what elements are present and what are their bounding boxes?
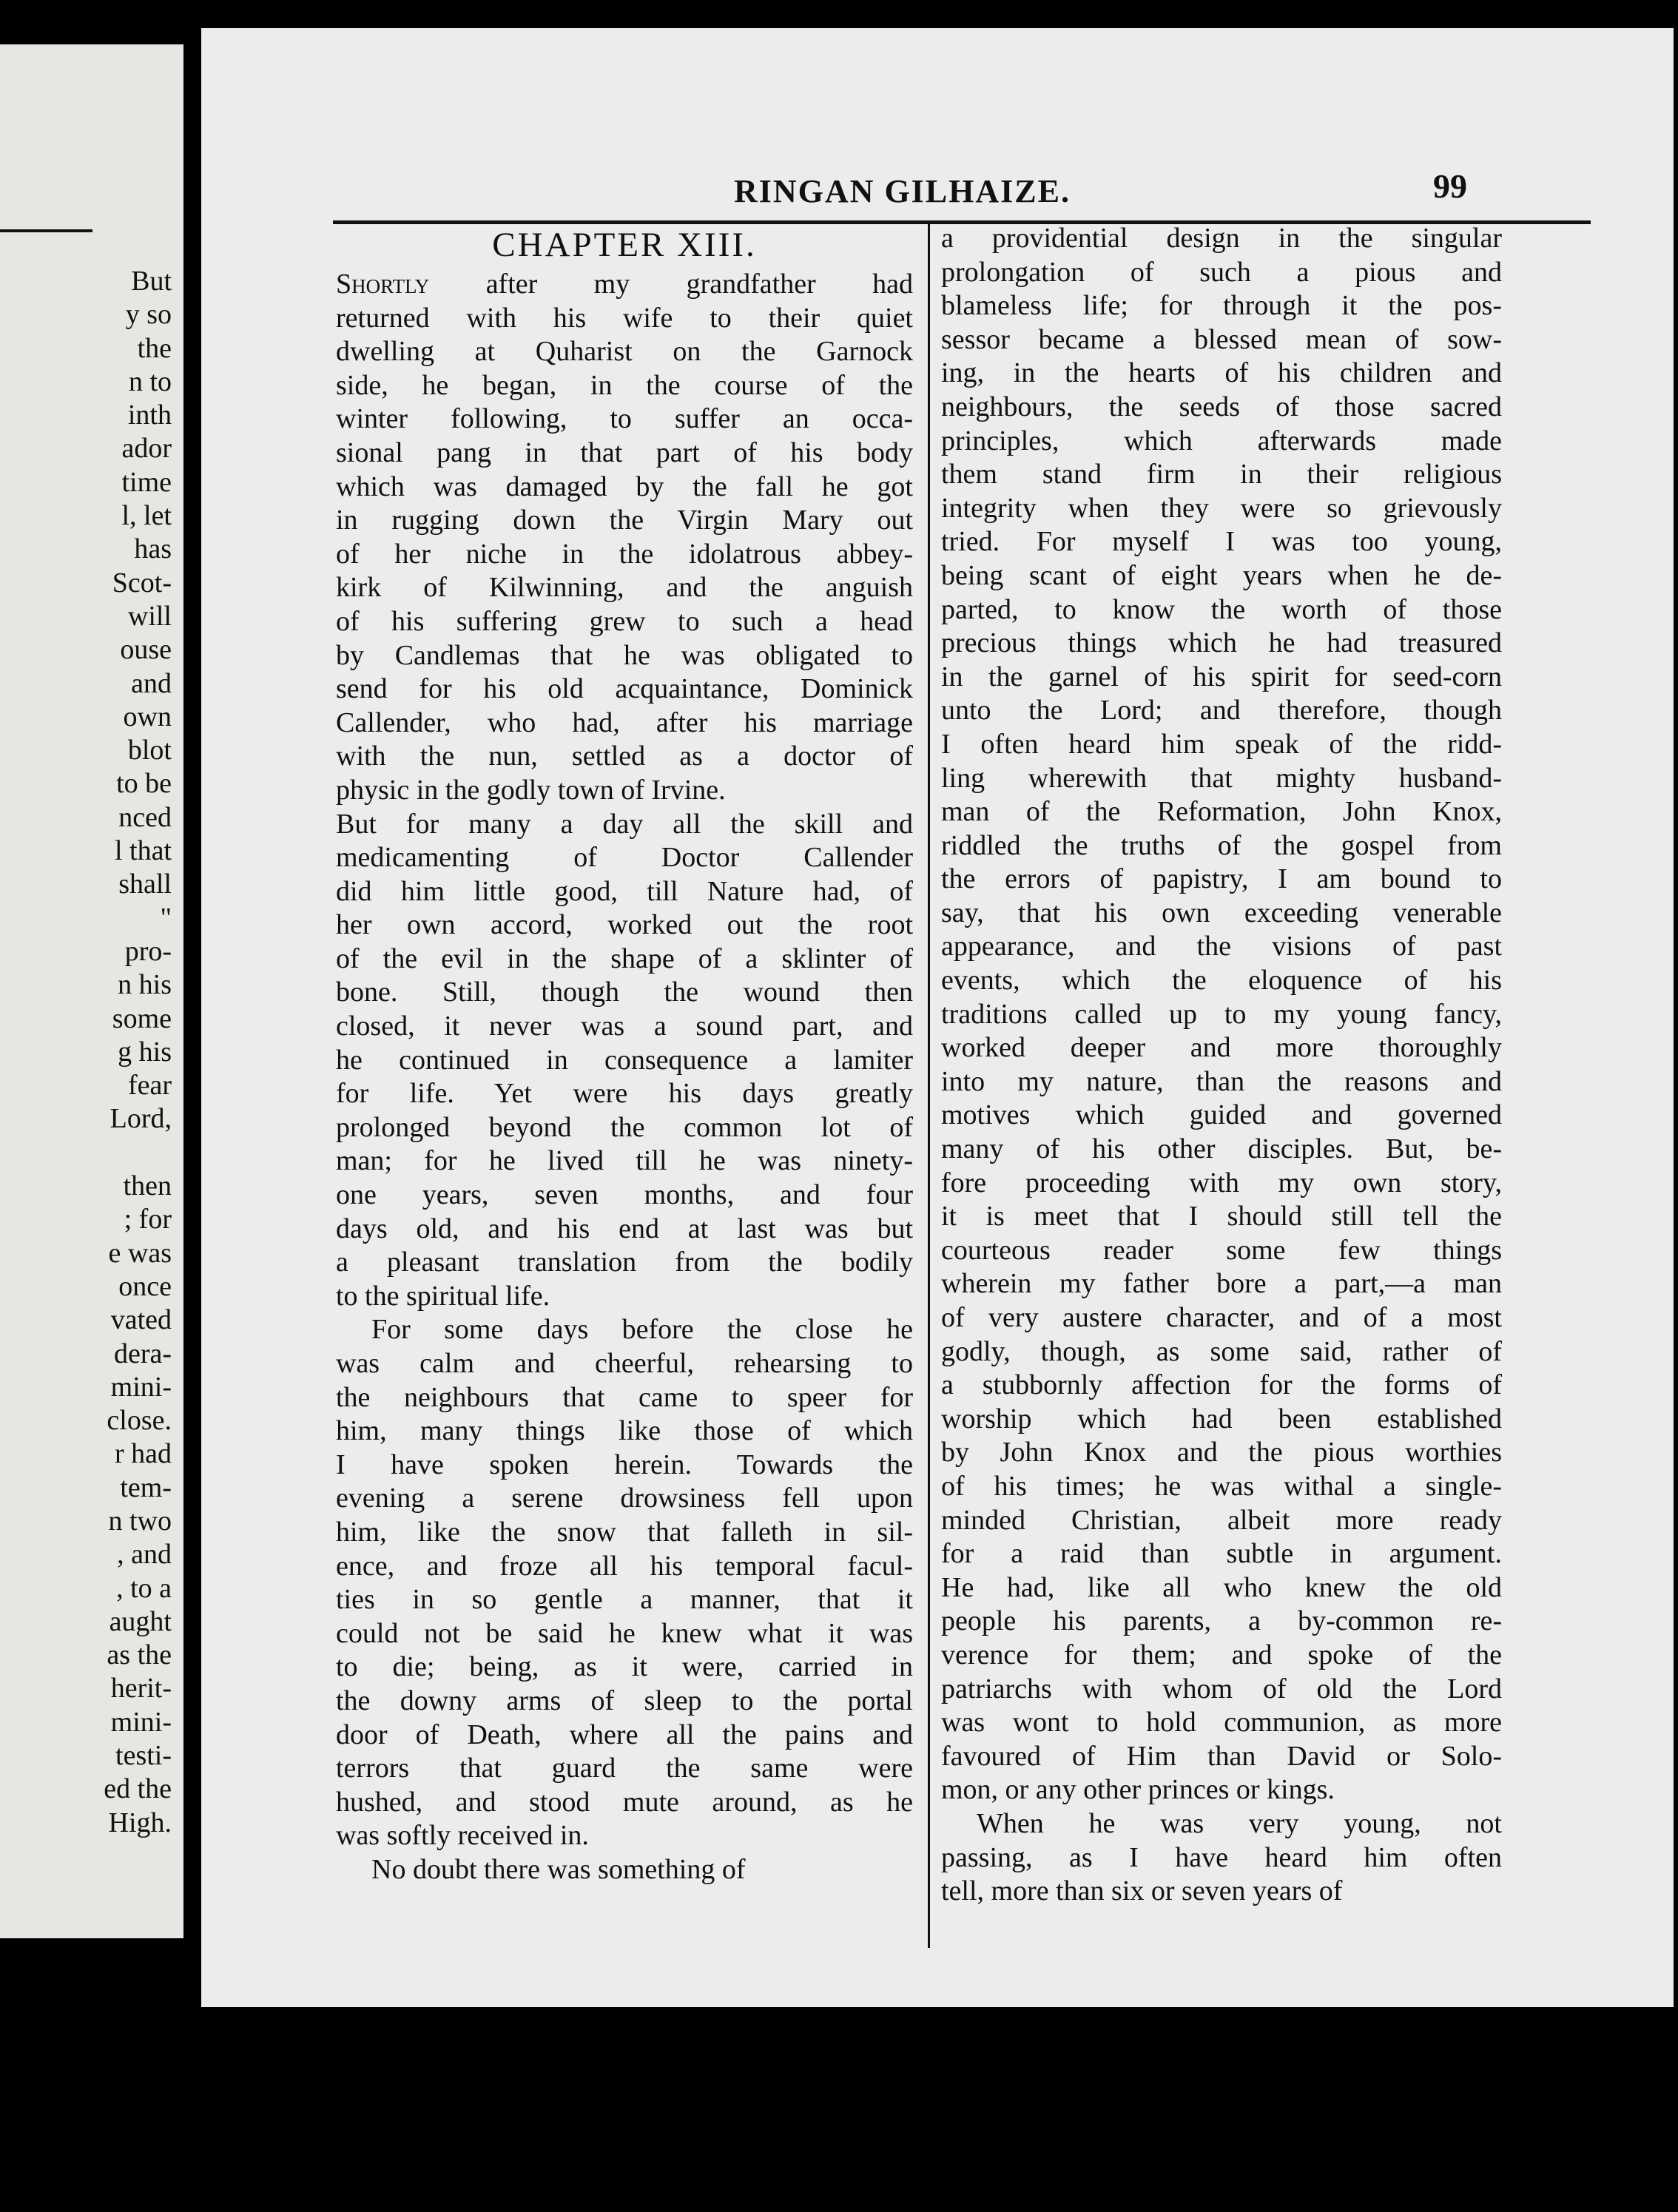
text-line: When he was very young, not [977, 1807, 1502, 1839]
text-line: medicamenting of Doctor Callender [336, 842, 913, 874]
text-line: in the garnel of his spirit for seed-corn [941, 661, 1502, 692]
previous-page-line: l, let [121, 500, 172, 532]
text-line: bone. Still, though the wound then [336, 977, 913, 1008]
text-line: to die; being, as it were, carried in [336, 1651, 913, 1683]
previous-page-line: ouse [120, 634, 172, 666]
chapter-first-word: Shortly [336, 269, 430, 300]
previous-page-line: , and [117, 1539, 172, 1571]
text-line: he continued in consequence a lamiter [336, 1044, 913, 1076]
previous-page-line: inth [127, 399, 172, 431]
text-line: being scant of eight years when he de- [941, 559, 1502, 591]
text-line: ing, in the hearts of his children and [941, 357, 1502, 389]
text-line: principles, which afterwards made [941, 425, 1502, 456]
previous-page-line: to be [116, 768, 172, 800]
text-line: of her niche in the idolatrous abbey- [336, 538, 913, 570]
text-line: of his suffering grew to such a head [336, 605, 913, 637]
previous-page-line: pro- [124, 935, 172, 967]
text-line: For some days before the close he [371, 1314, 913, 1346]
text-line: precious things which he had treasured [941, 627, 1502, 659]
previous-page-line: dera- [113, 1338, 172, 1369]
running-head [201, 167, 1674, 217]
text-line: them stand firm in their religious [941, 459, 1502, 490]
text-line: winter following, to suffer an occa- [336, 403, 913, 435]
text-line: mon, or any other princes or kings. [941, 1774, 1335, 1806]
text-line: ling wherewith that mighty husband- [941, 762, 1502, 794]
text-line: with the nun, settled as a doctor of [336, 741, 913, 772]
text-line: I often heard him speak of the ridd- [941, 728, 1502, 760]
text-line: But for many a day all the skill and [336, 808, 913, 840]
text-line: ence, and froze all his temporal facul- [336, 1550, 913, 1582]
text-line: by Candlemas that he was obligated to [336, 639, 913, 671]
text-line: tried. For myself I was too young, [941, 526, 1502, 558]
previous-page-line: blot [127, 735, 172, 766]
text-line: one years, seven months, and four [336, 1179, 913, 1211]
previous-page-line: testi- [115, 1740, 172, 1772]
text-line: for life. Yet were his days greatly [336, 1078, 913, 1110]
text-line: was calm and cheerful, rehearsing to [336, 1348, 913, 1379]
text-line: motives which guided and governed [941, 1099, 1502, 1131]
text-line: godly, though, as some said, rather of [941, 1335, 1502, 1367]
previous-page-text [104, 265, 172, 1840]
previous-page-edge [0, 44, 183, 1938]
text-line: of very austere character, and of a most [941, 1302, 1502, 1333]
text-line: which was damaged by the fall he got [336, 471, 913, 502]
text-line: blameless life; for through it the pos- [941, 290, 1502, 322]
previous-page-line: aught [109, 1605, 172, 1637]
previous-page-line: Lord, [109, 1103, 172, 1135]
text-line: tell, more than six or seven years of [941, 1875, 1343, 1907]
previous-page-line: shall [118, 869, 172, 900]
column-divider [928, 224, 930, 1948]
text-line: ties in so gentle a manner, that it [336, 1584, 913, 1616]
text-line: hushed, and stood mute around, as he [336, 1786, 913, 1818]
text-line: man; for he lived till he was ninety- [336, 1145, 913, 1177]
text-line: evening a serene drowsiness fell upon [336, 1483, 913, 1514]
text-line: prolongation of such a pious and [941, 256, 1502, 288]
previous-page-line: r had [114, 1438, 172, 1470]
text-line: the downy arms of sleep to the portal [336, 1685, 913, 1716]
previous-page-line: mini- [110, 1371, 172, 1403]
text-line: him, many things like those of which [336, 1415, 913, 1447]
previous-page-line: as the [107, 1639, 172, 1671]
previous-page-line: e was [108, 1237, 172, 1269]
text-line: traditions called up to my young fancy, [941, 998, 1502, 1030]
text-line: neighbours, the seeds of those sacred [941, 391, 1502, 422]
previous-page-line: High. [108, 1807, 172, 1838]
previous-page-line: vated [110, 1304, 172, 1336]
text-line: a pleasant translation from the bodily [336, 1247, 913, 1278]
text-line: the neighbours that came to speer for [336, 1381, 913, 1413]
text-line: terrors that guard the same were [336, 1753, 913, 1784]
previous-page-line: " [160, 902, 172, 934]
previous-page-line: herit- [110, 1673, 172, 1704]
text-line: of his times; he was withal a single- [941, 1470, 1502, 1502]
text-line: side, he began, in the course of the [336, 369, 913, 401]
text-line: sessor became a blessed mean of sow- [941, 323, 1502, 355]
text-line: door of Death, where all the pains and [336, 1719, 913, 1750]
text-line: was softly received in. [336, 1820, 589, 1852]
text-line: appearance, and the visions of past [941, 931, 1502, 962]
text-line: integrity when they were so grievously [941, 492, 1502, 524]
previous-page-line: n to [128, 365, 172, 397]
book-page [201, 28, 1674, 2007]
text-line: He had, like all who knew the old [941, 1571, 1502, 1603]
text-line: Callender, who had, after his marriage [336, 707, 913, 738]
previous-page-line: But [131, 266, 172, 297]
text-line: fore proceeding with my own story, [941, 1167, 1502, 1198]
text-line: events, which the eloquence of his [941, 965, 1502, 997]
previous-page-line: fear [127, 1070, 172, 1102]
text-column-left [336, 222, 913, 1887]
text-line: favoured of Him than David or Solo- [941, 1740, 1502, 1772]
text-column-right [941, 222, 1502, 1909]
text-line: many of his other disciples. But, be- [941, 1133, 1502, 1165]
text-line [336, 268, 913, 302]
previous-page-line: once [118, 1270, 172, 1302]
text-line: returned with his wife to their quiet [336, 302, 913, 334]
text-line: him, like the snow that falleth in sil- [336, 1516, 913, 1548]
previous-page-line: , to a [116, 1572, 172, 1604]
text-line: closed, it never was a sound part, and [336, 1011, 913, 1042]
text-line: patriarchs with whom of old the Lord [941, 1673, 1502, 1704]
previous-page-line: will [127, 600, 172, 632]
text-line: No doubt there was something of [371, 1853, 746, 1885]
previous-page-line: g his [118, 1036, 172, 1068]
text-line: I have spoken herein. Towards the [336, 1449, 913, 1480]
text-line: a stubbornly affection for the forms of [941, 1369, 1502, 1401]
text-line: riddled the truths of the gospel from [941, 829, 1502, 861]
previous-page-line: then [123, 1170, 172, 1202]
scan-background [201, 2007, 1674, 2212]
previous-page-line: y so [125, 299, 172, 331]
text-line: prolonged beyond the common lot of [336, 1111, 913, 1143]
text-line: wherein my father bore a part,—a man [941, 1268, 1502, 1300]
text-line: parted, to know the worth of those [941, 593, 1502, 625]
text-line: send for his old acquaintance, Dominick [336, 673, 913, 705]
text-line: dwelling at Quharist on the Garnock [336, 336, 913, 368]
text-line: it is meet that I should still tell the [941, 1201, 1502, 1233]
text-line: could not be said he knew what it was [336, 1617, 913, 1649]
previous-page-line: Scot- [112, 567, 172, 598]
previous-page-line: nced [118, 801, 172, 833]
text-line: minded Christian, albeit more ready [941, 1504, 1502, 1536]
previous-page-line: ed the [104, 1773, 172, 1805]
text-line: days old, and his end at last was but [336, 1213, 913, 1244]
text-line: worked deeper and more thoroughly [941, 1032, 1502, 1064]
previous-page-rule [0, 229, 92, 232]
text-line: passing, as I have heard him often [941, 1841, 1502, 1873]
previous-page-line: tem- [120, 1471, 172, 1503]
page-number: 99 [1433, 167, 1467, 205]
text-line: physic in the godly town of Irvine. [336, 774, 726, 806]
previous-page-line: and [131, 667, 172, 699]
text-line: sional pang in that part of his body [336, 436, 913, 468]
text-line: the errors of papistry, I am bound to [941, 863, 1502, 895]
previous-page-line [104, 1136, 172, 1170]
previous-page-line: close. [107, 1405, 172, 1437]
text-line: say, that his own exceeding venerable [941, 897, 1502, 928]
previous-page-line: has [134, 533, 172, 565]
text-line: man of the Reformation, John Knox, [941, 796, 1502, 828]
previous-page-line: time [121, 466, 172, 498]
text-line: into my nature, than the reasons and [941, 1065, 1502, 1097]
text-line: by John Knox and the pious worthies [941, 1437, 1502, 1469]
text-line: worship which had been established [941, 1403, 1502, 1434]
text-line: for a raid than subtle in argument. [941, 1538, 1502, 1570]
previous-page-line: n his [118, 969, 172, 1001]
previous-page-line: the [137, 332, 172, 364]
text-line: people his parents, a by-common re- [941, 1605, 1502, 1637]
text-line: to the spiritual life. [336, 1280, 550, 1312]
text-line: her own accord, worked out the root [336, 909, 913, 941]
previous-page-line: mini- [110, 1706, 172, 1738]
text-line: a providential design in the singular [941, 223, 1502, 254]
previous-page-line: n two [108, 1505, 172, 1537]
text-line: courteous reader some few things [941, 1234, 1502, 1266]
text-line: in rugging down the Virgin Mary out [336, 505, 913, 536]
text-line-rest: after my grandfather had [429, 269, 913, 300]
text-line: kirk of Kilwinning, and the anguish [336, 572, 913, 604]
text-line: did him little good, till Nature had, of [336, 875, 913, 907]
chapter-title: CHAPTER XIII. [492, 226, 757, 264]
previous-page-line: own [123, 701, 172, 732]
running-title: RINGAN GILHAIZE. [734, 173, 1071, 209]
text-line: unto the Lord; and therefore, though [941, 695, 1502, 726]
previous-page-line: some [112, 1002, 172, 1034]
text-line: of the evil in the shape of a sklinter of [336, 943, 913, 974]
text-line: verence for them; and spoke of the [941, 1639, 1502, 1670]
previous-page-line: l that [114, 835, 172, 867]
text-line: was wont to hold communion, as more [941, 1707, 1502, 1739]
previous-page-line: ador [121, 433, 172, 465]
previous-page-line: ; for [124, 1204, 172, 1235]
